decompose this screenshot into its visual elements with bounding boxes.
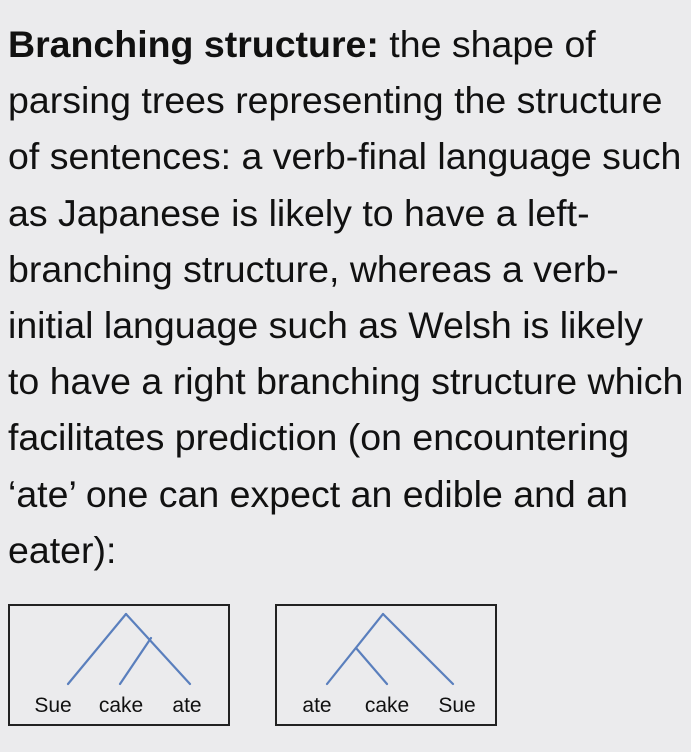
right-branching-tree-diagram — [277, 606, 499, 728]
definition-term: Branching structure: — [8, 23, 379, 65]
tree-word-2: cake — [364, 694, 410, 717]
tree-word-3: ate — [172, 694, 202, 717]
tree-word-1: ate — [302, 694, 332, 717]
tree-word-3: Sue — [438, 694, 476, 717]
tree-word-1: Sue — [34, 694, 72, 717]
tree-word-2: cake — [98, 694, 144, 717]
left-branching-tree — [8, 604, 230, 726]
tree-branch — [327, 614, 383, 684]
definition-body: the shape of parsing trees representing the structure of sentences: a verb-final language such as Japanese is likely to have a left-branching structure, whereas a verb-initial language such as Welsh is likely to have a right branching structure which facilitates prediction (on encountering ‘ate’ one can expect an edible and an eater): — [8, 23, 684, 571]
right-branching-tree — [275, 604, 497, 726]
tree-branch — [120, 638, 151, 684]
tree-branch — [356, 648, 387, 684]
tree-branch — [126, 614, 190, 684]
tree-branch — [383, 614, 453, 684]
tree-branch — [68, 614, 126, 684]
left-branching-tree-diagram — [10, 606, 232, 728]
definition-paragraph — [8, 16, 684, 578]
